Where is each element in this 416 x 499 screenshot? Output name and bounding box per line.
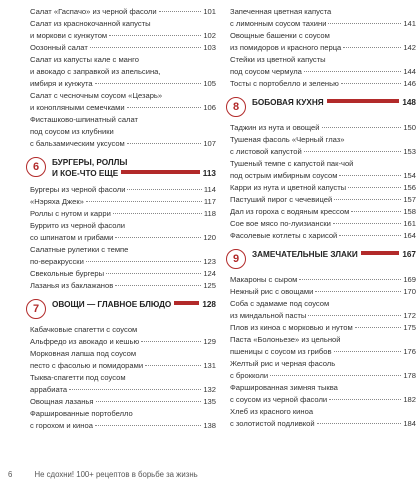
- dot-leader: [127, 143, 202, 144]
- page-footer: [8, 470, 198, 479]
- chapter-leader-bar: [361, 251, 400, 255]
- dot-leader: [299, 279, 401, 280]
- toc-entry-title: Овощная лазанья: [30, 397, 94, 406]
- toc-entry: [230, 298, 416, 322]
- toc-entry-title: «Нэряха Джек»: [30, 197, 84, 206]
- dot-leader: [115, 237, 201, 238]
- toc-entry-title: и моркови с кунжутом: [30, 31, 108, 40]
- toc-entry-title: Пастуший пирог с чечевицей: [230, 195, 333, 204]
- toc-entry: [30, 280, 216, 292]
- toc-entry: [30, 114, 216, 150]
- dot-leader: [270, 375, 401, 376]
- toc-entry: [230, 30, 416, 54]
- toc-entry-title: под соусом чермула: [230, 67, 302, 76]
- toc-entry-page: 118: [203, 209, 216, 218]
- toc-entry-title: Лазанья из баклажанов: [30, 281, 114, 290]
- dot-leader: [115, 285, 201, 286]
- chapter-leader-bar: [327, 99, 400, 103]
- dot-leader: [334, 351, 402, 352]
- toc-entry-title: Салатные рулетики с темпе: [30, 245, 129, 254]
- toc-entry-title: со шпинатом и грибами: [30, 233, 114, 242]
- toc-entry-title: Альфредо из авокадо и кешью: [30, 337, 140, 346]
- toc-entry-title: Буррито из черной фасоли: [30, 221, 126, 230]
- toc-entry: [30, 6, 216, 18]
- toc-entry: [30, 196, 216, 208]
- toc-entry-page: 172: [403, 311, 416, 320]
- toc-entry-page: 106: [203, 103, 216, 112]
- toc-entry: [230, 134, 416, 158]
- toc-entry-page: 142: [403, 43, 416, 52]
- chapter-title: И КОЕ-ЧТО ЕЩЕ: [52, 169, 119, 178]
- toc-entry: [230, 54, 416, 78]
- toc-entry-page: 120: [203, 233, 216, 242]
- dot-leader: [343, 47, 401, 48]
- dot-leader: [90, 47, 201, 48]
- toc-entry-page: 164: [403, 231, 416, 240]
- toc-entry-title: и авокадо с заправкой из апельсина,: [30, 67, 161, 76]
- dot-leader: [315, 291, 401, 292]
- toc-entry-page: 161: [403, 219, 416, 228]
- toc-entry-title: с брокколи: [230, 371, 269, 380]
- toc-entry-title: Овощные башенки с соусом: [230, 31, 330, 40]
- toc-entry: [30, 184, 216, 196]
- dot-leader: [86, 261, 202, 262]
- toc-entry-page: 131: [203, 361, 216, 370]
- toc-entry-page: 154: [403, 171, 416, 180]
- toc-entry-page: 184: [403, 419, 416, 428]
- toc-entry: [30, 396, 216, 408]
- dot-leader: [328, 23, 401, 24]
- dot-leader: [355, 327, 402, 328]
- toc-entry-page: 141: [403, 19, 416, 28]
- toc-entry-title: из помидоров и красного перца: [230, 43, 342, 52]
- toc-entry: [30, 324, 216, 348]
- chapter-leader-bar: [174, 301, 199, 305]
- toc-entry: [30, 408, 216, 432]
- chapter-number-badge: 6: [26, 157, 46, 177]
- toc-entry-title: по-веракрусски: [30, 257, 84, 266]
- toc-entry-page: 158: [403, 207, 416, 216]
- toc-entry-page: 169: [403, 275, 416, 284]
- toc-entry-page: 103: [203, 43, 216, 52]
- toc-entry-title: Салат с чесночным соусом «Цезарь»: [30, 91, 163, 100]
- toc-entry-title: Салат из краснокочанной капусты: [30, 19, 151, 28]
- chapter-heading: [230, 97, 416, 117]
- toc-entry-page: 170: [403, 287, 416, 296]
- toc-entry-page: 182: [403, 395, 416, 404]
- toc-entry-page: 117: [203, 197, 216, 206]
- dot-leader: [308, 315, 401, 316]
- toc-entry-title: Запеченная цветная капуста: [230, 7, 332, 16]
- toc-entry: [230, 218, 416, 230]
- dot-leader: [106, 273, 201, 274]
- chapter-title: БОБОВАЯ КУХНЯ: [252, 98, 324, 107]
- chapter-page: 148: [402, 98, 416, 107]
- toc-entry-page: 124: [203, 269, 216, 278]
- toc-entry-title: Фаршированные портобелло: [30, 409, 133, 418]
- toc-entry-title: Тушеная фасоль «Черный глаз»: [230, 135, 345, 144]
- toc-entry-page: 107: [203, 139, 216, 148]
- toc-entry: [30, 208, 216, 220]
- dot-leader: [159, 11, 202, 12]
- toc-entry: [230, 286, 416, 298]
- toc-entry: [230, 206, 416, 218]
- toc-entry: [230, 358, 416, 382]
- toc-entry-title: Свекольные бургеры: [30, 269, 105, 278]
- toc-entry-title: под соусом из клубники: [30, 127, 114, 136]
- toc-entry: [230, 230, 416, 242]
- toc-entry-title: и конопляными семечками: [30, 103, 125, 112]
- toc-entry-title: с горохом и киноа: [30, 421, 93, 430]
- toc-entry-page: 129: [203, 337, 216, 346]
- dot-leader: [334, 199, 401, 200]
- chapter-number-badge: 8: [226, 97, 246, 117]
- toc-entry-page: 125: [203, 281, 216, 290]
- toc-entry-page: 178: [403, 371, 416, 380]
- dot-leader: [113, 213, 202, 214]
- toc-entry-page: 157: [403, 195, 416, 204]
- dot-leader: [86, 201, 202, 202]
- toc-entry: [30, 54, 216, 90]
- toc-entry-page: 153: [403, 147, 416, 156]
- toc-entry: [30, 220, 216, 244]
- dot-leader: [304, 151, 402, 152]
- dot-leader: [141, 341, 201, 342]
- dot-leader: [304, 71, 401, 72]
- toc-entry: [230, 406, 416, 430]
- chapter-page: 128: [202, 300, 216, 309]
- toc-entry-title: пшеницы с соусом из грибов: [230, 347, 332, 356]
- toc-entry-page: 102: [203, 31, 216, 40]
- toc-entry: [30, 42, 216, 54]
- toc-entry-title: Тушеный темпе с капустой пак-чой: [230, 159, 354, 168]
- toc-entry-title: Сое вое мясо по-луизиански: [230, 219, 331, 228]
- toc-entry-title: Салат «Гаспачо» из черной фасоли: [30, 7, 157, 16]
- toc-entry-title: с лимонным соусом тахини: [230, 19, 327, 28]
- toc-entry: [230, 6, 416, 30]
- dot-leader: [322, 127, 402, 128]
- toc-entry-page: 146: [403, 79, 416, 88]
- toc-entry-page: 176: [403, 347, 416, 356]
- toc-entry-page: 138: [203, 421, 216, 430]
- chapter-title: БУРГЕРЫ, РОЛЛЫ: [52, 158, 128, 167]
- toc-entry-title: Салат из капусты кале с манго: [30, 55, 139, 64]
- toc-entry-title: из миндальной пасты: [230, 311, 307, 320]
- chapter-title: ЗАМЕЧАТЕЛЬНЫЕ ЗЛАКИ: [252, 250, 358, 259]
- dot-leader: [96, 401, 202, 402]
- toc-entry-title: Карри из нута и цветной капусты: [230, 183, 347, 192]
- toc-entry: [30, 18, 216, 42]
- toc-entry-page: 135: [203, 397, 216, 406]
- toc-entry: [30, 268, 216, 280]
- toc-entry-title: аррабиата: [30, 385, 68, 394]
- toc-entry-page: 132: [203, 385, 216, 394]
- toc-entry-title: Стейки из цветной капусты: [230, 55, 326, 64]
- toc-entry-title: Фисташково-шпинатный салат: [30, 115, 139, 124]
- toc-right-column: [230, 6, 416, 430]
- dot-leader: [109, 35, 201, 36]
- toc-entry-title: Морковная лапша под соусом: [30, 349, 137, 358]
- chapter-number-badge: 9: [226, 249, 246, 269]
- toc-entry-title: имбиря и кунжута: [30, 79, 93, 88]
- toc-entry-title: под острым имбирным соусом: [230, 171, 338, 180]
- chapter-title: ОВОЩИ — ГЛАВНОЕ БЛЮДО: [52, 300, 172, 309]
- toc-entry-title: Оозонный салат: [30, 43, 88, 52]
- dot-leader: [329, 399, 401, 400]
- toc-entry-page: 156: [403, 183, 416, 192]
- dot-leader: [333, 223, 401, 224]
- toc-entry: [230, 334, 416, 358]
- toc-entry-page: 175: [403, 323, 416, 332]
- dot-leader: [95, 83, 202, 84]
- toc-entry: [230, 182, 416, 194]
- toc-entry: [230, 122, 416, 134]
- toc-entry: [30, 90, 216, 114]
- dot-leader: [339, 235, 401, 236]
- toc-entry: [30, 348, 216, 372]
- toc-entry-page: 101: [203, 7, 216, 16]
- toc-entry-title: Паста «Болоньезе» из цельной: [230, 335, 341, 344]
- toc-entry-title: Дал из гороха с водяным крессом: [230, 207, 350, 216]
- chapter-page: 113: [202, 169, 216, 178]
- toc-entry-title: Нежный рис с овощами: [230, 287, 314, 296]
- chapter-heading: [30, 299, 216, 319]
- toc-entry-title: Фаршированная зимняя тыква: [230, 383, 338, 392]
- chapter-heading: [30, 157, 216, 179]
- toc-entry-title: Плов из киноа с морковью и нутом: [230, 323, 353, 332]
- toc-entry-title: Макароны с сыром: [230, 275, 298, 284]
- toc-entry: [230, 274, 416, 286]
- toc-entry: [230, 382, 416, 406]
- toc-entry-title: Желтый рис и черная фасоль: [230, 359, 336, 368]
- dot-leader: [351, 211, 401, 212]
- chapter-leader-bar: [121, 170, 200, 174]
- toc-entry-title: Тосты с портобелло и зеленью: [230, 79, 339, 88]
- toc-entry: [230, 78, 416, 90]
- footer-page-number: 6: [8, 470, 13, 479]
- toc-entry-title: с золотистой подливкой: [230, 419, 315, 428]
- chapter-heading: [230, 249, 416, 269]
- toc-entry-title: Таджин из нута и овощей: [230, 123, 320, 132]
- toc-entry-title: Хлеб из красного киноа: [230, 407, 314, 416]
- footer-book-title: Не сдохни! 100+ рецептов в борьбе за жизнь: [34, 470, 198, 479]
- toc-entry-page: 123: [203, 257, 216, 266]
- chapter-page: 167: [402, 250, 416, 259]
- chapter-number-badge: 7: [26, 299, 46, 319]
- toc-entry-title: Соба с эдамаме под соусом: [230, 299, 330, 308]
- dot-leader: [339, 175, 401, 176]
- toc-entry: [230, 194, 416, 206]
- toc-entry: [30, 372, 216, 396]
- toc-entry-page: 150: [403, 123, 416, 132]
- toc-entry-page: 105: [203, 79, 216, 88]
- toc-entry-title: Роллы с нутом и карри: [30, 209, 111, 218]
- toc-entry-page: 114: [203, 185, 216, 194]
- dot-leader: [95, 425, 201, 426]
- toc-entry: [230, 158, 416, 182]
- toc-left-column: [30, 6, 216, 432]
- dot-leader: [341, 83, 402, 84]
- dot-leader: [127, 107, 202, 108]
- toc-entry-title: с листовой капустой: [230, 147, 302, 156]
- dot-leader: [317, 423, 402, 424]
- toc-entry-page: 144: [403, 67, 416, 76]
- toc-entry: [230, 322, 416, 334]
- toc-entry-title: с соусом из черной фасоли: [230, 395, 328, 404]
- dot-leader: [69, 389, 201, 390]
- toc-entry-title: Бургеры из черной фасоли: [30, 185, 126, 194]
- toc-entry-title: Фасолевые котлеты с харисой: [230, 231, 338, 240]
- dot-leader: [348, 187, 401, 188]
- toc-entry-title: Кабачковые спагетти с соусом: [30, 325, 138, 334]
- toc-entry-title: Тыква-спагетти под соусом: [30, 373, 126, 382]
- toc-entry-title: песто с фасолью и помидорами: [30, 361, 144, 370]
- toc-entry-title: с бальзамическим уксусом: [30, 139, 125, 148]
- dot-leader: [127, 189, 201, 190]
- dot-leader: [145, 365, 201, 366]
- toc-entry: [30, 244, 216, 268]
